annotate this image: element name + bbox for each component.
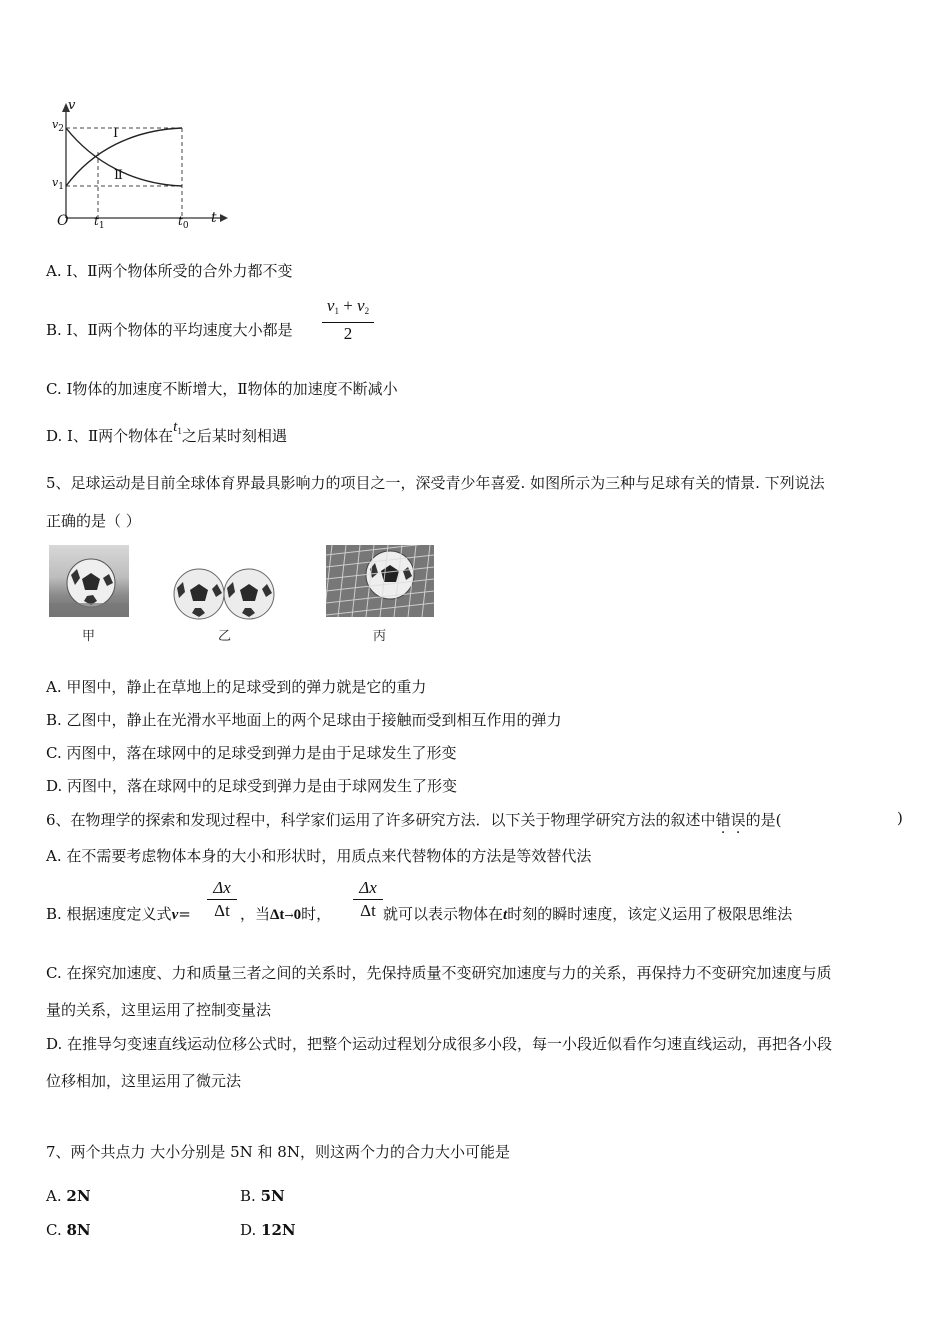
caption-yi: 乙	[218, 629, 232, 644]
v2-label: $v_2$	[52, 118, 64, 134]
q7-option-a: A. 2N	[46, 1187, 91, 1205]
curve-2-label: Ⅱ	[114, 168, 123, 183]
q5-option-d: D. 丙图中，落在球网中的足球受到弹力是由于球网发生了形变	[46, 777, 458, 795]
v1-label: $v_1$	[52, 176, 64, 192]
q7-option-d: D. 12N	[240, 1221, 296, 1239]
photo-bing-ball-in-net	[326, 545, 434, 617]
curve-1-label: Ⅰ	[113, 126, 119, 141]
q5-option-a: A. 甲图中，静止在草地上的足球受到的弹力就是它的重力	[46, 678, 427, 696]
t-axis-label: t	[211, 210, 217, 226]
caption-bing: 丙	[373, 629, 387, 644]
q6-option-b-fraction-2: Δx Δt	[353, 878, 383, 921]
t1-label: $t_1$	[94, 214, 105, 231]
vt-graph-svg	[48, 100, 238, 235]
q6-option-b-line: B. 根据速度定义式v=	[46, 905, 191, 923]
caption-jia: 甲	[82, 629, 96, 644]
fraction-denominator: 2	[343, 324, 353, 343]
q6-option-b-rest: 就可以表示物体在t时刻的瞬时速度，该定义运用了极限思维法	[383, 905, 793, 923]
q4-option-b-fraction	[322, 296, 374, 344]
q6-option-b-fraction-1: Δx Δt	[207, 878, 237, 921]
curve-1	[66, 128, 182, 186]
q5-option-b: B. 乙图中，静止在光滑水平地面上的两个足球由于接触而受到相互作用的弹力	[46, 711, 562, 729]
q6-option-d-line1: D. 在推导匀变速直线运动位移公式时，把整个运动过程划分成很多小段，每一小段近似看作匀速直线运动，再把各小段	[46, 1035, 833, 1053]
q6-option-b-limit: ，当Δt→0时，	[240, 905, 332, 923]
origin-label: O	[57, 213, 69, 229]
q6-option-c-line2: 量的关系，这里运用了控制变量法	[46, 1001, 272, 1019]
t0-label: $t_0$	[178, 214, 189, 231]
q4-option-a: A. Ⅰ、Ⅱ两个物体所受的合外力都不变	[46, 262, 293, 280]
curve-2	[66, 128, 182, 186]
q5-option-c: C. 丙图中，落在球网中的足球受到弹力是由于足球发生了形变	[46, 744, 457, 762]
q7-option-c: C. 8N	[46, 1221, 91, 1239]
photo-jia-ball-on-grass	[49, 545, 129, 617]
q7-option-b: B. 5N	[240, 1187, 285, 1205]
q6-stem: 6、在物理学的探索和发现过程中，科学家们运用了许多研究方法．以下关于物理学研究方法的叙述中错误的是(	[46, 811, 782, 829]
q7-stem: 7、两个共点力 大小分别是 5N 和 8N，则这两个力的合力大小可能是	[46, 1143, 510, 1161]
q6-option-c-line1: C. 在探究加速度、力和质量三者之间的关系时，先保持质量不变研究加速度与力的关系，再保持力不变研究加速度与质	[46, 964, 832, 982]
q6-option-a: A. 在不需要考虑物体本身的大小和形状时，用质点来代替物体的方法是等效替代法	[46, 847, 592, 865]
v-axis-label: v	[68, 98, 76, 113]
t-axis-arrow	[220, 214, 228, 222]
emphasis-char: 错	[715, 811, 731, 829]
vt-graph	[48, 100, 238, 235]
q4-option-b: B. Ⅰ、Ⅱ两个物体的平均速度大小都是	[46, 321, 293, 339]
q6-stem-paren-close: )	[897, 809, 903, 827]
q4-option-d: D. Ⅰ、Ⅱ两个物体在$t_1$之后某时刻相遇	[46, 419, 287, 445]
photo-yi-two-balls	[172, 568, 276, 620]
q5-stem-line2: 正确的是（ ）	[46, 512, 141, 530]
fraction-numerator: $v_1 + v_2$	[326, 296, 370, 316]
q5-stem-line1: 5、足球运动是目前全球体育界最具影响力的项目之一，深受青少年喜爱. 如图所示为三种与足球有关的情景. 下列说法	[46, 474, 825, 492]
emphasis-char: 误	[730, 811, 746, 829]
q6-option-d-line2: 位移相加，这里运用了微元法	[46, 1072, 242, 1090]
q4-option-c: C. Ⅰ物体的加速度不断增大，Ⅱ物体的加速度不断减小	[46, 380, 398, 398]
